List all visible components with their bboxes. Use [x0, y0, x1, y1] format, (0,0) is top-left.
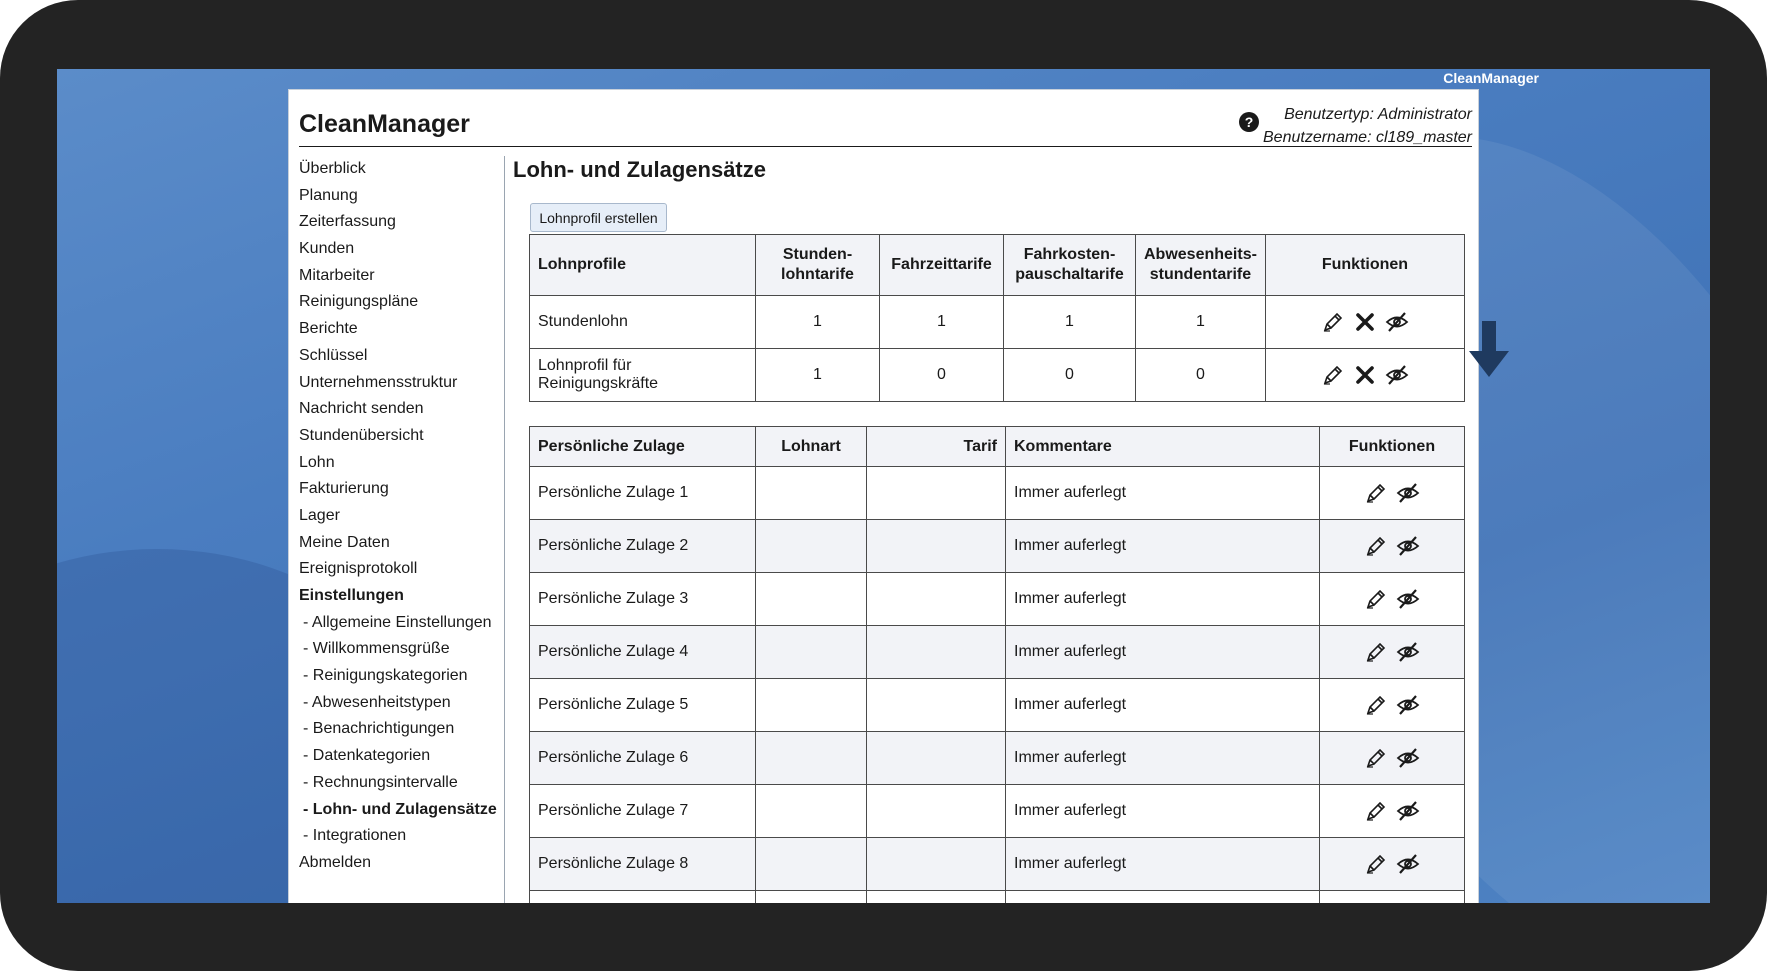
- sidebar-item-zeiterfassung[interactable]: Zeiterfassung: [299, 213, 396, 231]
- sidebar-subitem-rechnungsintervalle[interactable]: - Rechnungsintervalle: [303, 773, 458, 791]
- sidebar-item-planung[interactable]: Planung: [299, 186, 358, 204]
- allowance-comment: Immer auferlegt: [1006, 732, 1320, 785]
- profile-absence: 1: [1136, 296, 1266, 349]
- allowance-rate: [867, 732, 1006, 785]
- table-row: [530, 296, 1465, 349]
- table-row: [530, 349, 1465, 402]
- allowance-wage-type: [756, 838, 867, 891]
- table-header-row: [530, 427, 1465, 467]
- profile-travel-cost: 1: [1004, 296, 1136, 349]
- row-functions: [1265, 349, 1464, 402]
- table-header-row: [530, 235, 1465, 296]
- page-title: Lohn- und Zulagensätze: [513, 157, 766, 182]
- close-x-icon[interactable]: [1353, 310, 1377, 334]
- row-functions: [1320, 838, 1465, 891]
- allowance-rate: [867, 467, 1006, 520]
- sidebar-subitem-datenkategorien[interactable]: - Datenkategorien: [303, 747, 431, 765]
- table-row: [530, 732, 1465, 785]
- sidebar-item-lager[interactable]: Lager: [299, 506, 340, 524]
- eye-slash-icon[interactable]: [1396, 693, 1420, 717]
- row-functions: [1320, 679, 1465, 732]
- sidebar-item-mitarbeiter[interactable]: Mitarbeiter: [299, 266, 375, 284]
- pencil-icon[interactable]: [1364, 587, 1388, 611]
- profile-travel-time: 0: [880, 349, 1004, 402]
- pencil-icon[interactable]: [1364, 693, 1388, 717]
- allowance-name: Persönliche Zulage 6: [530, 732, 756, 785]
- header-kommentare: Kommentare: [1006, 427, 1320, 467]
- profile-travel-time: 1: [880, 296, 1004, 349]
- header-lohnprofile: Lohnprofile: [530, 235, 756, 296]
- app-title: CleanManager: [299, 110, 470, 138]
- user-name: Benutzername: cl189_master: [1263, 129, 1472, 146]
- table-row: [530, 838, 1465, 891]
- sidebar-item-abmelden[interactable]: Abmelden: [299, 853, 372, 871]
- sidebar-item-reinigungsplaene[interactable]: Reinigungspläne: [299, 293, 419, 311]
- allowance-comment: Immer auferlegt: [1006, 467, 1320, 520]
- allowance-wage-type: [756, 785, 867, 838]
- allowance-comment: Immer auferlegt: [1006, 785, 1320, 838]
- brand-tab: CleanManager: [1443, 70, 1539, 86]
- eye-slash-icon[interactable]: [1396, 640, 1420, 664]
- allowance-name-partial: [530, 891, 756, 904]
- header-abwesenheit-line1: Abwesenheits-: [1144, 246, 1257, 263]
- table-row-partial: [530, 891, 1465, 904]
- allowance-wage-type: [756, 732, 867, 785]
- down-arrow-icon: [1469, 321, 1509, 379]
- profile-travel-cost: 0: [1004, 349, 1136, 402]
- allowance-rate-partial: [867, 891, 1006, 904]
- allowance-wage-type-partial: [756, 891, 867, 904]
- allowance-comment: Immer auferlegt: [1006, 838, 1320, 891]
- table-row: [530, 520, 1465, 573]
- allowance-wage-type: [756, 520, 867, 573]
- close-x-icon[interactable]: [1353, 363, 1377, 387]
- header-funktionen: Funktionen: [1265, 235, 1464, 296]
- allowance-wage-type: [756, 467, 867, 520]
- create-wage-profile-button[interactable]: Lohnprofil erstellen: [530, 203, 667, 232]
- eye-slash-icon[interactable]: [1396, 746, 1420, 770]
- allowance-name: Persönliche Zulage 5: [530, 679, 756, 732]
- app-window: [288, 89, 1479, 903]
- pencil-icon[interactable]: [1321, 310, 1345, 334]
- table-row: [530, 573, 1465, 626]
- row-functions: [1320, 467, 1465, 520]
- allowance-comment: Immer auferlegt: [1006, 626, 1320, 679]
- sidebar-nav: [299, 156, 509, 877]
- allowance-name: Persönliche Zulage 8: [530, 838, 756, 891]
- allowance-rate: [867, 573, 1006, 626]
- eye-slash-icon[interactable]: [1385, 310, 1409, 334]
- allowance-name: Persönliche Zulage 3: [530, 573, 756, 626]
- sidebar-item-kunden[interactable]: Kunden: [299, 240, 355, 258]
- pencil-icon[interactable]: [1364, 534, 1388, 558]
- row-functions: [1320, 785, 1465, 838]
- allowance-name: Persönliche Zulage 1: [530, 467, 756, 520]
- user-info: [1263, 103, 1472, 149]
- table-row: [530, 785, 1465, 838]
- sidebar-item-einstellungen[interactable]: Einstellungen: [299, 587, 404, 604]
- sidebar-item-schluessel[interactable]: Schlüssel: [299, 346, 368, 364]
- sidebar-item-nachricht-senden[interactable]: Nachricht senden: [299, 400, 424, 418]
- sidebar-item-unternehmensstruktur[interactable]: Unternehmensstruktur: [299, 373, 458, 391]
- sidebar-item-meine-daten[interactable]: Meine Daten: [299, 533, 390, 551]
- sidebar-divider: [504, 156, 505, 903]
- pencil-icon[interactable]: [1364, 640, 1388, 664]
- row-functions: [1320, 573, 1465, 626]
- sidebar-subitem-reinigungskategorien[interactable]: - Reinigungskategorien: [303, 667, 468, 685]
- eye-slash-icon[interactable]: [1385, 363, 1409, 387]
- header-abwesenheit-line2: stundentarife: [1149, 266, 1252, 283]
- allowance-wage-type: [756, 573, 867, 626]
- header-stundenlohntarife-line1: Stunden-: [782, 246, 853, 263]
- row-functions: [1320, 626, 1465, 679]
- allowance-comment: Immer auferlegt: [1006, 573, 1320, 626]
- sidebar-item-stundenuebersicht[interactable]: Stundenübersicht: [299, 426, 424, 444]
- user-type: Benutzertyp: Administrator: [1284, 106, 1472, 123]
- pencil-icon[interactable]: [1364, 481, 1388, 505]
- table-row: [530, 467, 1465, 520]
- allowance-comment-partial: [1006, 891, 1320, 904]
- allowance-rate: [867, 679, 1006, 732]
- sidebar-item-ereignisprotokoll[interactable]: Ereignisprotokoll: [299, 560, 418, 578]
- profile-hourly: 1: [756, 296, 880, 349]
- allowance-name: Persönliche Zulage 2: [530, 520, 756, 573]
- sidebar-subitem-abwesenheitstypen[interactable]: - Abwesenheitstypen: [303, 693, 451, 711]
- eye-slash-icon[interactable]: [1396, 534, 1420, 558]
- table-row: [530, 626, 1465, 679]
- sidebar-item-lohn[interactable]: Lohn: [299, 453, 335, 471]
- header-fahrkosten-line1: Fahrkosten-: [1023, 246, 1116, 263]
- sidebar-item-berichte[interactable]: Berichte: [299, 320, 358, 338]
- profile-hourly: 1: [756, 349, 880, 402]
- header-funktionen: Funktionen: [1320, 427, 1465, 467]
- profile-name: Lohnprofil für Reinigungskräfte: [530, 349, 756, 402]
- allowance-wage-type: [756, 626, 867, 679]
- sidebar-subitem-willkommensgruesse[interactable]: - Willkommensgrüße: [303, 640, 450, 658]
- header-lohnart: Lohnart: [756, 427, 867, 467]
- sidebar-subitem-lohn-und-zulagensaetze[interactable]: - Lohn- und Zulagensätze: [303, 800, 497, 818]
- pencil-icon[interactable]: [1364, 799, 1388, 823]
- profile-absence: 0: [1136, 349, 1266, 402]
- header-stundenlohntarife: [756, 235, 880, 296]
- row-functions: [1265, 296, 1464, 349]
- header-fahrkostenpauschaltarife: [1004, 235, 1136, 296]
- question-circle-icon[interactable]: ?: [1239, 112, 1259, 132]
- sidebar-item-fakturierung[interactable]: Fakturierung: [299, 480, 389, 498]
- header-abwesenheitsstundentarife: [1136, 235, 1266, 296]
- allowance-rate: [867, 785, 1006, 838]
- row-functions: [1320, 732, 1465, 785]
- allowance-comment: Immer auferlegt: [1006, 679, 1320, 732]
- sidebar-subitem-integrationen[interactable]: - Integrationen: [303, 827, 407, 845]
- header-divider: [299, 146, 1472, 147]
- pencil-icon[interactable]: [1321, 363, 1345, 387]
- header-tarif: Tarif: [867, 427, 1006, 467]
- eye-slash-icon[interactable]: [1396, 587, 1420, 611]
- allowance-rate: [867, 838, 1006, 891]
- header-stundenlohntarife-line2: lohntarife: [781, 266, 854, 283]
- desktop-screen: [57, 69, 1710, 903]
- wage-profiles-table: [529, 234, 1465, 402]
- sidebar-item-ueberblick[interactable]: Überblick: [299, 160, 366, 177]
- sidebar-subitem-allgemeine-einstellungen[interactable]: - Allgemeine Einstellungen: [303, 613, 492, 631]
- eye-slash-icon[interactable]: [1396, 852, 1420, 876]
- eye-slash-icon[interactable]: [1396, 481, 1420, 505]
- allowance-name: Persönliche Zulage 4: [530, 626, 756, 679]
- header-fahrzeittarife: Fahrzeittarife: [880, 235, 1004, 296]
- allowance-name: Persönliche Zulage 7: [530, 785, 756, 838]
- header-persoenliche-zulage: Persönliche Zulage: [530, 427, 756, 467]
- eye-slash-icon[interactable]: [1396, 799, 1420, 823]
- row-functions: [1320, 520, 1465, 573]
- allowance-rate: [867, 626, 1006, 679]
- header-fahrkosten-line2: pauschaltarife: [1015, 266, 1124, 283]
- personal-allowance-table: [529, 426, 1465, 903]
- allowance-rate: [867, 520, 1006, 573]
- allowance-wage-type: [756, 679, 867, 732]
- pencil-icon[interactable]: [1364, 852, 1388, 876]
- profile-name: Stundenlohn: [530, 296, 756, 349]
- sidebar-subitem-benachrichtigungen[interactable]: - Benachrichtigungen: [303, 720, 455, 738]
- allowance-comment: Immer auferlegt: [1006, 520, 1320, 573]
- pencil-icon[interactable]: [1364, 746, 1388, 770]
- row-functions-partial: [1320, 891, 1465, 904]
- table-row: [530, 679, 1465, 732]
